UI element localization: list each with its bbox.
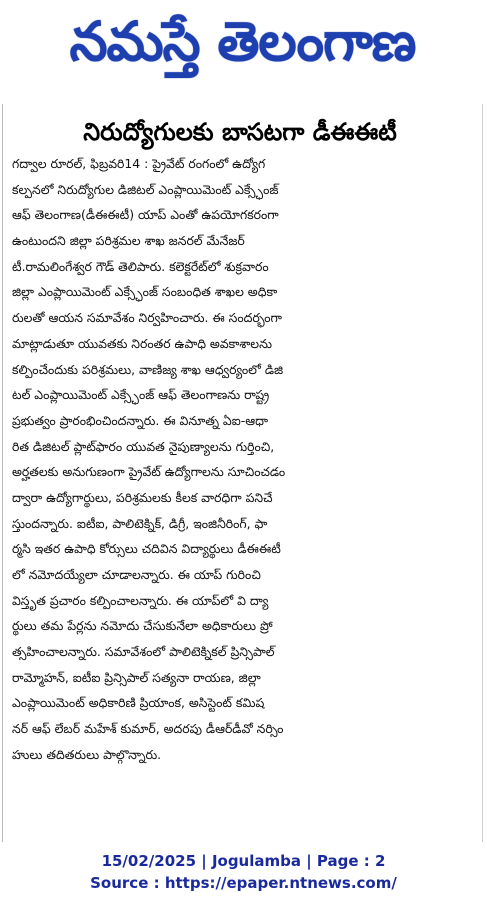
article-line: అర్హతలకు అనుగుణంగా ప్రైవేట్‌ ఉద్యోగాలను సూచించడం — [12, 464, 286, 480]
article-line: టీ.రామలింగేశ్వర గౌడ్‌ తెలిపారు. కలెక్టరేట్‌లో శుక్రవారం — [12, 258, 269, 274]
article-line: స్తుందన్నారు. ఐటీఐ, పాలిటెక్నిక్‌, డిగ్రీ, ఇంజినీరింగ్‌, ఫా — [12, 515, 268, 531]
article-line: నర్‌ ఆఫ్‌ లేబర్‌ మహేశ్‌ కుమార్‌, అదరపు డీఆర్‌డీవో నర్సిం — [12, 721, 284, 737]
article-line: కల్పనలో నిరుద్యోగుల డిజిటల్‌ ఎంప్లాయిమెంట్‌ ఎక్స్ఛేంజ్‌ — [12, 181, 279, 197]
article-line: విస్తృత ప్రచారం కల్పించాలన్నారు. ఈ యాప్‌లో వి ద్యా — [12, 592, 269, 608]
article-line: ర్థులు తమ పేర్లను నమోదు చేసుకునేలా అధికారులు ప్రో — [12, 618, 273, 634]
article-line: హులు తదితరులు పాల్గొన్నారు. — [12, 746, 162, 762]
article-line: ప్రభుత్వం ప్రారంభించిందన్నారు. ఈ వినూత్న ఏఐ-ఆధా — [12, 412, 268, 428]
article-line: ర్మసి ఇతర ఉపాధి కోర్సులు చదివిన విద్యార్థులు డీఈఈటీ — [12, 541, 281, 557]
masthead-title: నమస్తే తెలంగాణ — [69, 10, 416, 73]
article-headline: నిరుద్యోగులకు బాసటగా డీఈఈటీ — [83, 118, 397, 146]
article-line: గద్వాల రూరల్‌, ఫిబ్రవరి14 : ప్రైవేట్‌ రంగంలో ఉద్యోగ — [12, 156, 266, 171]
article-line: రులతో ఆయన సమావేశం నిర్వహించారు. ఈ సందర్భంగా — [12, 310, 282, 326]
article-line: మాట్లాడుతూ యువతకు నిరంతర ఉపాధి అవకాశాలను — [12, 335, 273, 351]
article-line: ఆఫ్‌ తెలంగాణ(డీఈఈటీ) యాప్‌ ఎంతో ఉపయోగకరంగా — [12, 207, 279, 223]
article-line: ఉంటుందని జిల్లా పరిశ్రమల శాఖ జనరల్‌ మేనేజర్‌ — [12, 233, 245, 249]
article-line: టల్‌ ఎంప్లాయిమెంట్‌ ఎక్స్ఛేంజ్‌ ఆఫ్‌ తెలంగాణను రాష్ట్ర — [12, 387, 270, 403]
article-line: ద్వారా ఉద్యోగార్థులు, పరిశ్రమలకు కీలక వారధిగా పనిచే — [12, 489, 273, 505]
newspaper-masthead-logo — [30, 8, 455, 76]
article-line: రిత డిజిటల్‌ ప్లాట్‌ఫారం యువత నైపుణ్యాలను గుర్తించి, — [12, 438, 275, 454]
article-body — [12, 151, 467, 768]
footer-date-edition-page: 15/02/2025 | Jogulamba | Page : 2 — [101, 852, 386, 870]
footer-source-link[interactable]: Source : https://epaper.ntnews.com/ — [90, 874, 397, 892]
article-line: రామ్మోహన్‌, ఐటీఐ ప్రిన్సిపాల్‌ సత్యనా రాయణ, జిల్లా — [12, 669, 261, 685]
article-line: త్సహించాలన్నారు. సమావేశంలో పాలిటెక్నికల్‌ ప్రిన్సిపాల్‌ — [12, 644, 275, 660]
article-line: జిల్లా ఎంప్లాయిమెంట్‌ ఎక్స్ఛేంజ్‌ సంబంధిత శాఖల అధికా — [12, 284, 278, 300]
article-line: లో నమోదయ్యేలా చూడాలన్నారు. ఈ యాప్‌ గురించి — [12, 567, 261, 582]
article-line: కల్పించేందుకు పరిశ్రమలు, వాణిజ్య శాఖ ఆధ్వర్యంలో డిజి — [12, 361, 284, 377]
article-line: ఎంప్లాయిమెంట్‌ అధికారిణి ప్రియాంక, అసిస్టెంట్‌ కమిష — [12, 695, 265, 711]
